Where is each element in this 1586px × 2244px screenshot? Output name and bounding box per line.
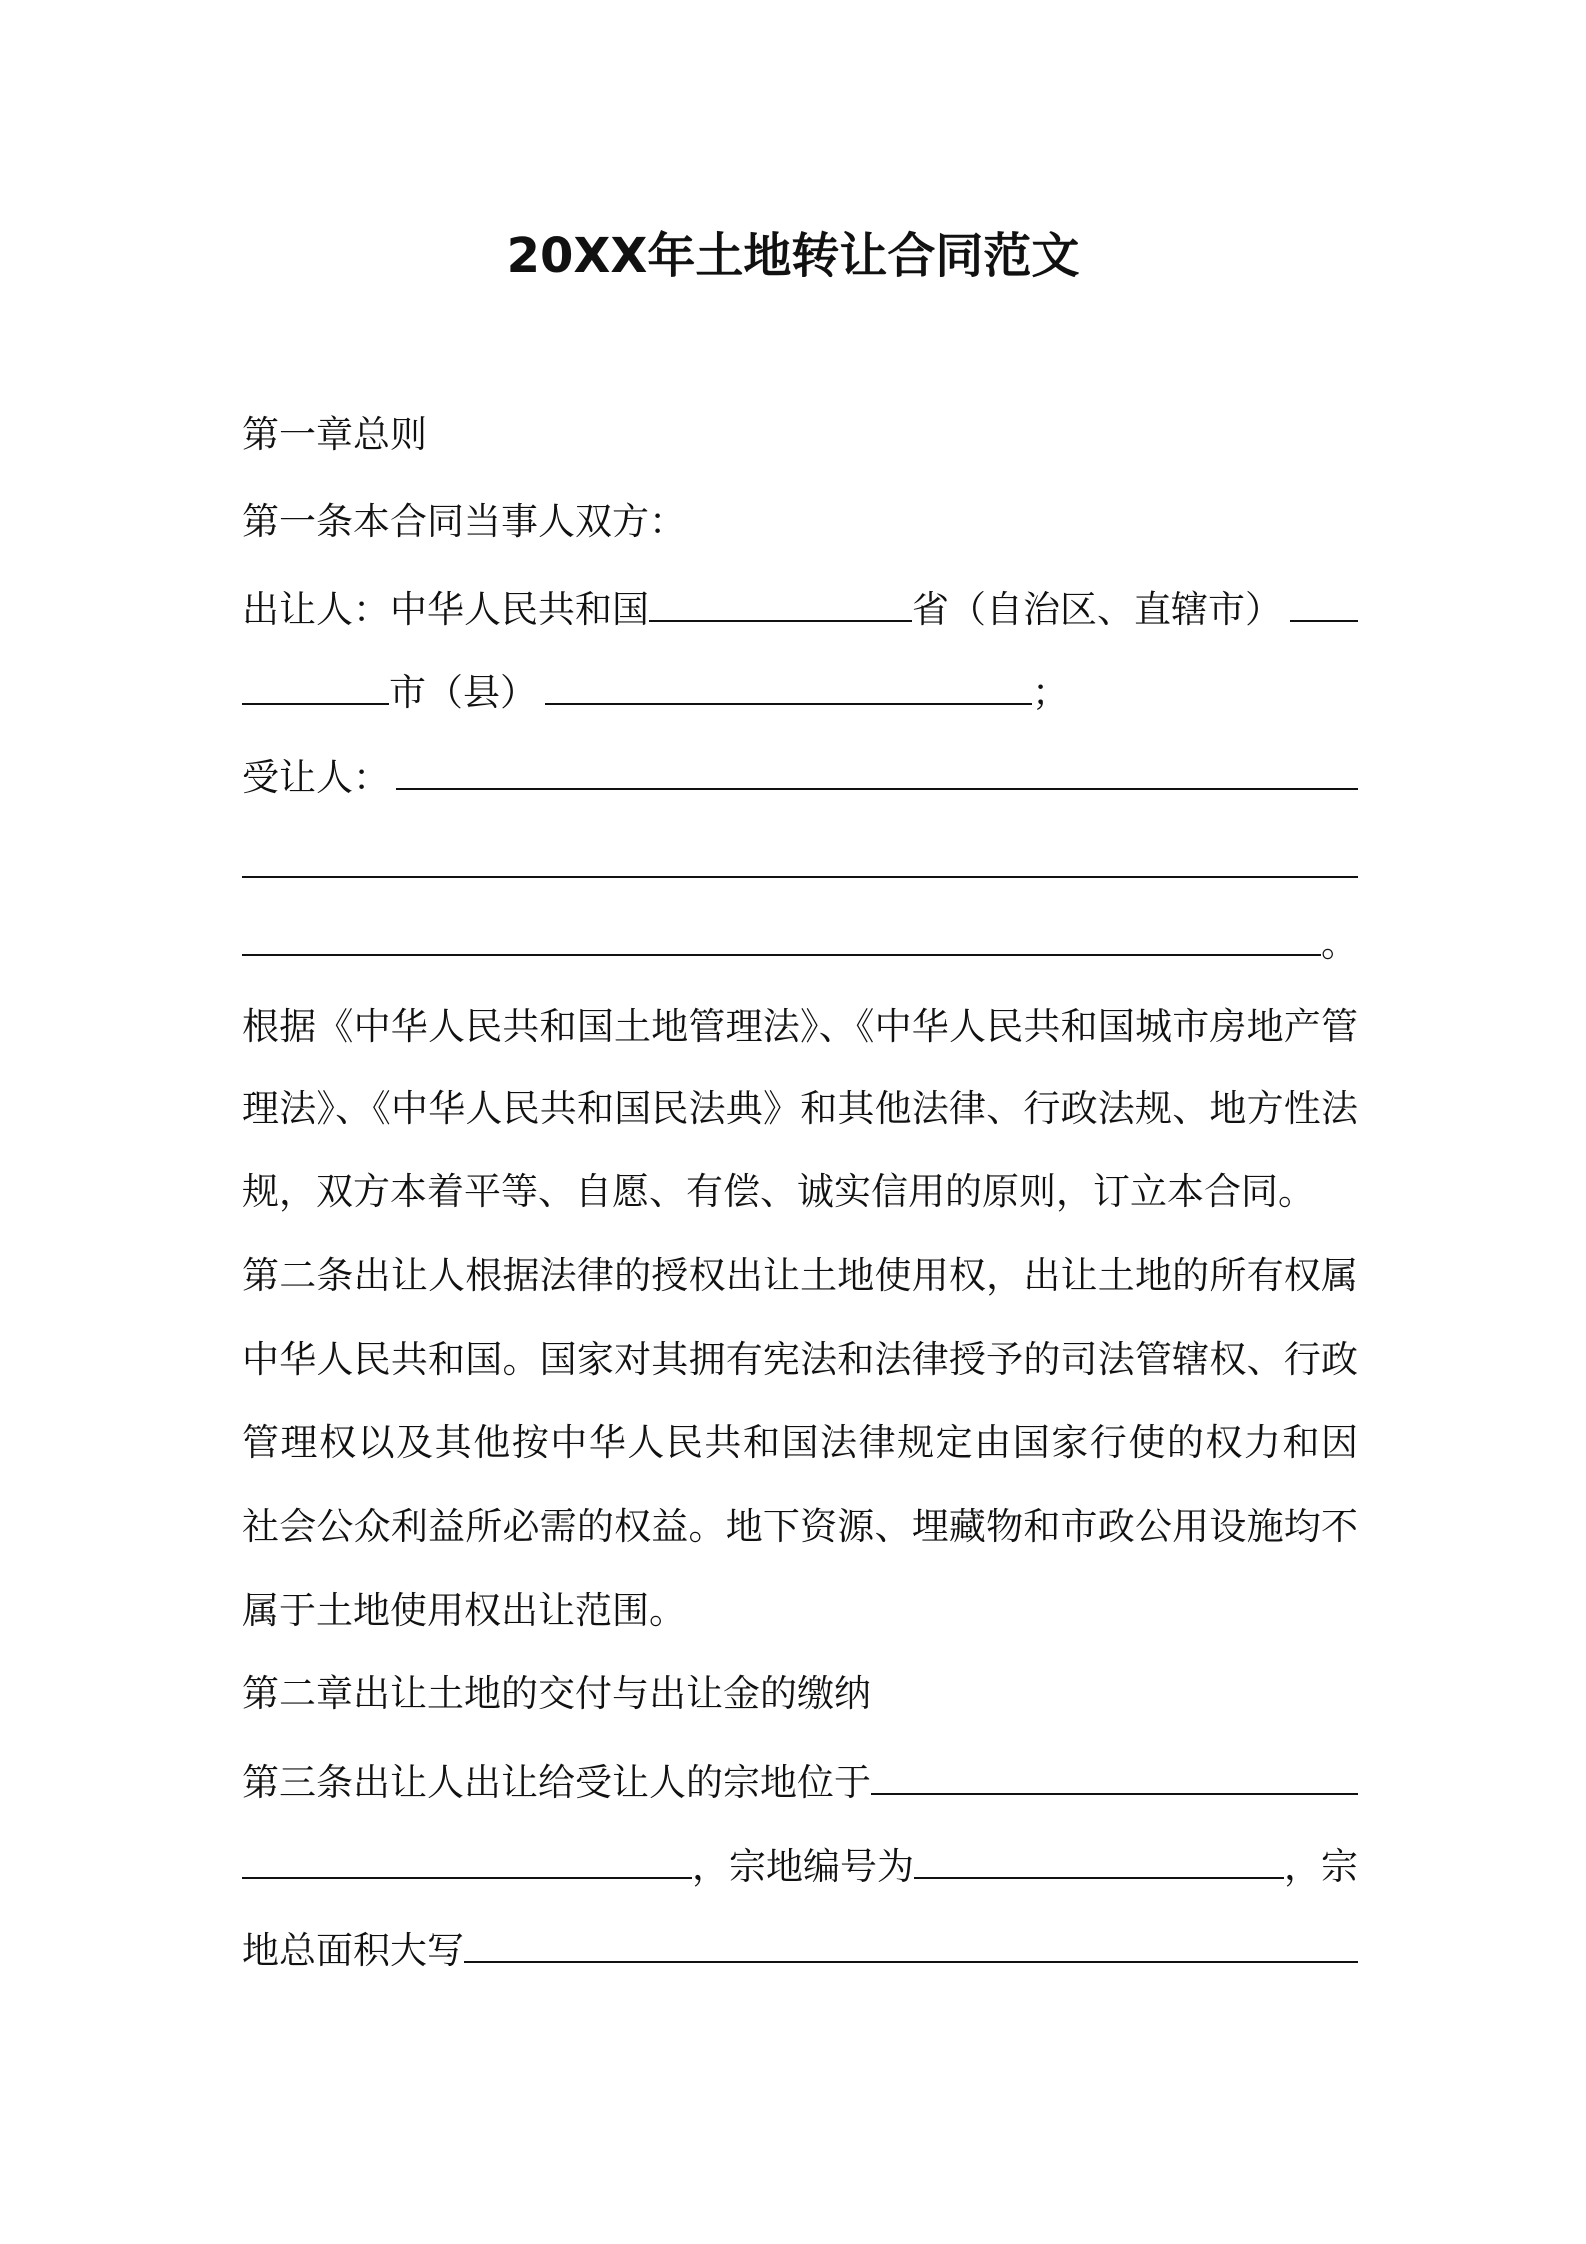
transferee-line xyxy=(242,748,1358,800)
parcel-location-blank-2[interactable] xyxy=(242,1837,692,1879)
article-1-heading xyxy=(242,496,1358,548)
article-2-line: 属于土地使用权出让范围。 xyxy=(242,1589,686,1632)
article-2-line: 管理权以及其他按中华人民共和国法律规定由国家行使的权力和因 xyxy=(242,1421,1358,1464)
chapter-1-text: 第一章总则 xyxy=(242,413,427,456)
article-3-text-3: ，宗 xyxy=(1284,1845,1358,1888)
article-3-line-1 xyxy=(242,1753,1358,1805)
transferor-label: 出让人：中华人民共和国 xyxy=(242,588,649,631)
transferee-line-2 xyxy=(242,836,1358,888)
city-label: 市（县） xyxy=(389,671,537,714)
city-blank-part2[interactable] xyxy=(242,663,389,705)
province-blank[interactable] xyxy=(649,580,912,622)
period: 。 xyxy=(1321,922,1358,965)
chapter-2-text: 第二章出让土地的交付与出让金的缴纳 xyxy=(242,1672,871,1715)
article-3-text-1: 第三条出让人出让给受让人的宗地位于 xyxy=(242,1761,871,1804)
county-blank[interactable] xyxy=(545,663,1032,705)
article-2-line: 第二条出让人根据法律的授权出让土地使用权，出让土地的所有权属 xyxy=(242,1254,1358,1297)
article-2-line: 社会公众利益所必需的权益。地下资源、埋藏物和市政公用设施均不 xyxy=(242,1505,1358,1548)
article-3-line-2 xyxy=(242,1837,1358,1889)
article-3-text-2: ，宗地编号为 xyxy=(692,1845,914,1888)
transferee-blank-3[interactable] xyxy=(242,914,1321,956)
transferee-blank-2[interactable] xyxy=(242,836,1358,878)
article-3-text-4: 地总面积大写 xyxy=(242,1929,464,1972)
basis-line: 规，双方本着平等、自愿、有偿、诚实信用的原则，订立本合同。 xyxy=(242,1170,1315,1213)
transferee-line-3 xyxy=(242,914,1358,966)
chapter-2-heading xyxy=(242,1668,1358,1720)
parcel-number-blank[interactable] xyxy=(914,1837,1284,1879)
transferee-label: 受让人： xyxy=(242,756,390,799)
province-label: 省（自治区、直辖市） xyxy=(912,588,1282,631)
chapter-1-heading xyxy=(242,409,1358,461)
transferor-line xyxy=(242,580,1358,632)
document-title: 20XX年土地转让合同范文 xyxy=(506,228,1080,284)
article-1-text: 第一条本合同当事人双方： xyxy=(242,500,686,543)
total-area-blank[interactable] xyxy=(464,1921,1358,1963)
parcel-location-blank-1[interactable] xyxy=(871,1753,1358,1795)
city-blank-part1[interactable] xyxy=(1290,580,1358,622)
basis-line: 理法》、《中华人民共和国民法典》和其他法律、行政法规、地方性法 xyxy=(242,1087,1358,1130)
semicolon: ； xyxy=(1032,671,1069,714)
article-2-line: 中华人民共和国。国家对其拥有宪法和法律授予的司法管辖权、行政 xyxy=(242,1338,1358,1381)
article-3-line-3 xyxy=(242,1921,1358,1973)
city-line xyxy=(242,663,1358,715)
transferee-blank-1[interactable] xyxy=(396,748,1358,790)
basis-line: 根据《中华人民共和国土地管理法》、《中华人民共和国城市房地产管 xyxy=(242,1005,1358,1048)
